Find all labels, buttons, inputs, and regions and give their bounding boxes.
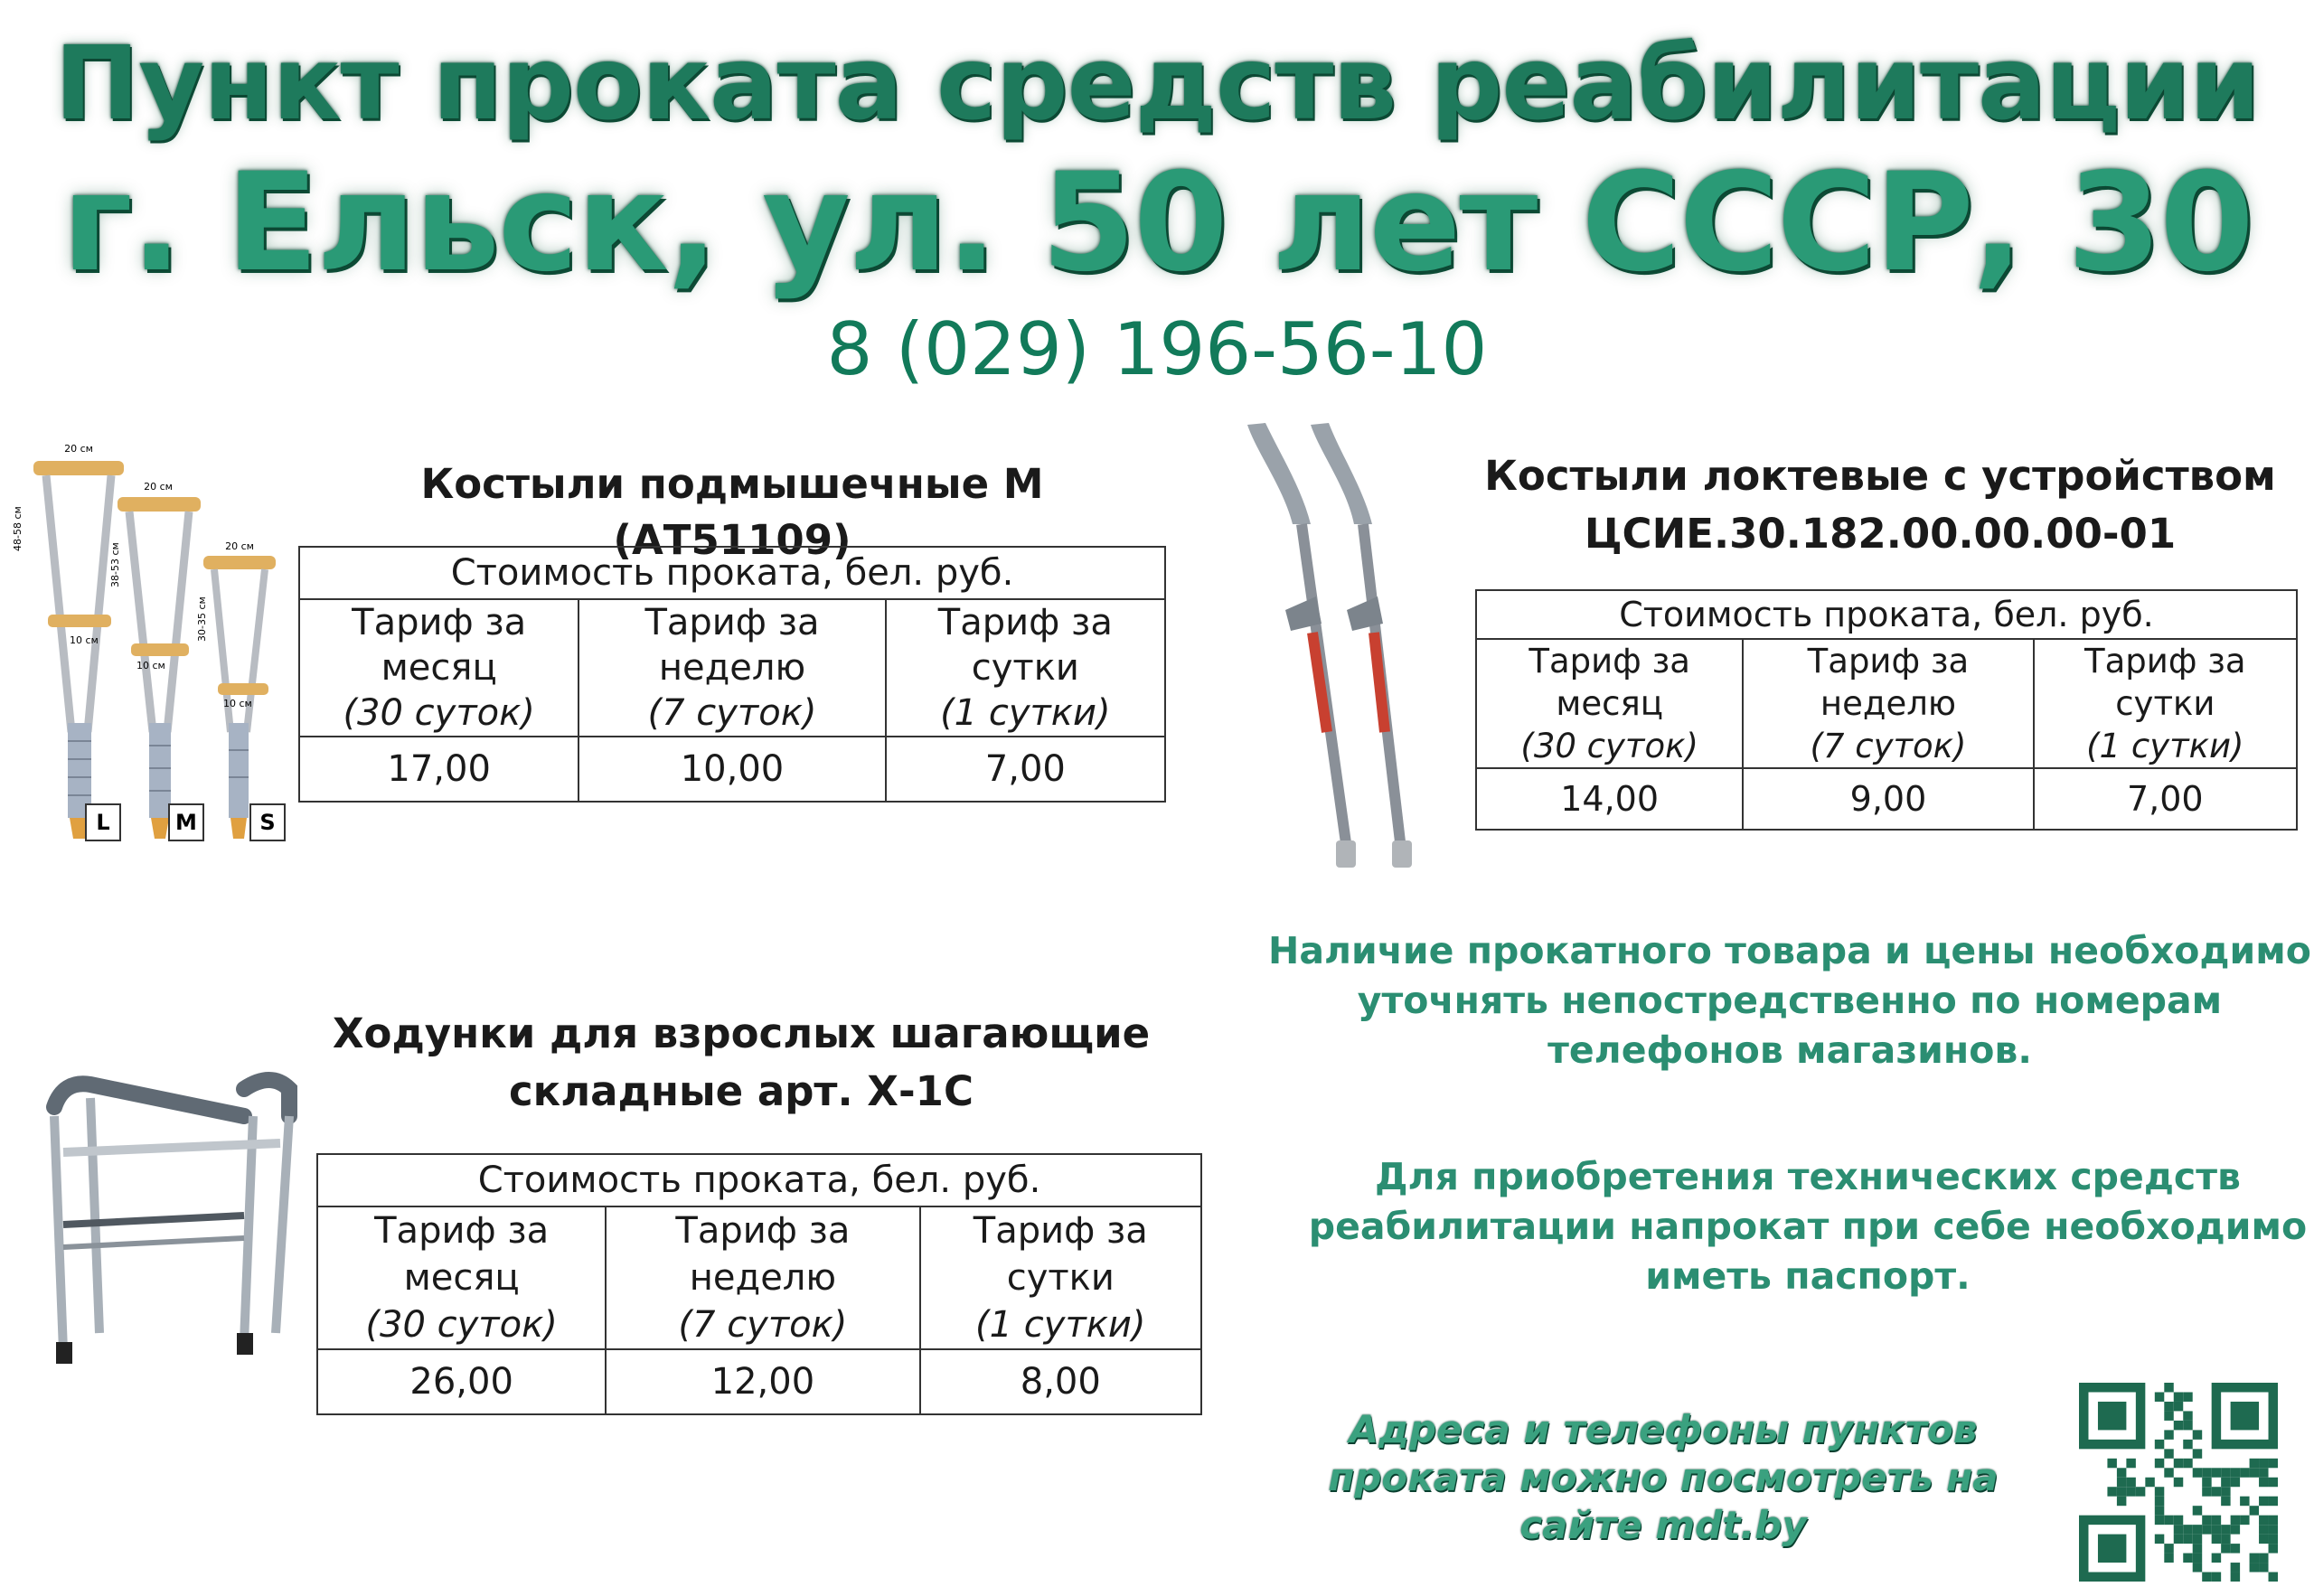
walker-image xyxy=(27,1062,298,1369)
price-day: 8,00 xyxy=(920,1349,1201,1414)
product-title-axillary-crutches: Костыли подмышечные М (АТ51109) xyxy=(420,460,1044,564)
passport-note: Для приобретения технических средств реабилитации напрокат при себе необходимо иметь паспорт. xyxy=(1308,1155,2308,1298)
dim-label: 10 см xyxy=(223,698,252,709)
price-week: 12,00 xyxy=(606,1349,919,1414)
axillary-crutches-image xyxy=(14,434,294,850)
price-day: 7,00 xyxy=(886,737,1165,802)
tariff-day-cell: Тариф за сутки (1 сутки) xyxy=(886,599,1165,737)
tariff-week-cell: Тариф за неделю (7 суток) xyxy=(578,599,885,737)
price-table-header: Стоимость проката, бел. руб. xyxy=(317,1154,1201,1206)
dim-label: 20 см xyxy=(225,540,254,552)
tariff-month-cell: Тариф за месяц (30 суток) xyxy=(317,1206,606,1349)
tariff-week-cell: Тариф за неделю (7 суток) xyxy=(1743,639,2033,768)
price-month: 14,00 xyxy=(1476,768,1743,830)
dim-label: 10 см xyxy=(70,634,99,646)
size-label-s: S xyxy=(259,810,276,835)
price-month: 17,00 xyxy=(299,737,578,802)
dim-label: 48-58 см xyxy=(12,506,24,551)
tariff-week-cell: Тариф за неделю (7 суток) xyxy=(606,1206,919,1349)
dim-label: 20 см xyxy=(144,481,173,493)
dim-label: 20 см xyxy=(64,443,93,455)
tariff-day-cell: Тариф за сутки (1 сутки) xyxy=(920,1206,1201,1349)
page-title: Пункт проката средств реабилитации xyxy=(54,25,2260,143)
qr-code-image xyxy=(2079,1383,2278,1582)
tariff-month-cell: Тариф за месяц (30 суток) xyxy=(1476,639,1743,768)
price-week: 9,00 xyxy=(1743,768,2033,830)
address: г. Ельск, ул. 50 лет СССР, 30 xyxy=(61,145,2253,302)
dim-label: 38-53 см xyxy=(109,542,121,587)
tariff-day-cell: Тариф за сутки (1 сутки) xyxy=(2034,639,2297,768)
product-title-elbow-crutches: Костыли локтевые с устройством ЦСИЕ.30.182.00.00.00-01 xyxy=(1484,452,2276,558)
website-note: Адреса и телефоны пунктов проката можно посмотреть на сайте mdt.by xyxy=(1328,1407,1999,1547)
price-week: 10,00 xyxy=(578,737,885,802)
price-table-header: Стоимость проката, бел. руб. xyxy=(1476,590,2297,639)
price-day: 7,00 xyxy=(2034,768,2297,830)
price-month: 26,00 xyxy=(317,1349,606,1414)
size-label-m: M xyxy=(175,810,197,835)
price-table-axillary-crutches xyxy=(298,546,1166,803)
product-title-walker: Ходунки для взрослых шагающие складные арт. Х-1С xyxy=(332,1009,1151,1115)
phone-number: 8 (029) 196-56-10 xyxy=(826,307,1488,391)
elbow-crutches-image xyxy=(1238,416,1428,886)
size-label-l: L xyxy=(96,810,110,835)
dim-label: 10 см xyxy=(136,660,165,671)
tariff-month-cell: Тариф за месяц (30 суток) xyxy=(299,599,578,737)
availability-note: Наличие прокатного товара и цены необходимо уточнять непостредственно по номерам телефонов магазинов. xyxy=(1268,929,2311,1072)
price-table-header: Стоимость проката, бел. руб. xyxy=(299,547,1165,599)
dim-label: 30-35 см xyxy=(196,596,208,642)
price-table-walker xyxy=(316,1153,1202,1415)
price-table-elbow-crutches xyxy=(1475,589,2298,831)
